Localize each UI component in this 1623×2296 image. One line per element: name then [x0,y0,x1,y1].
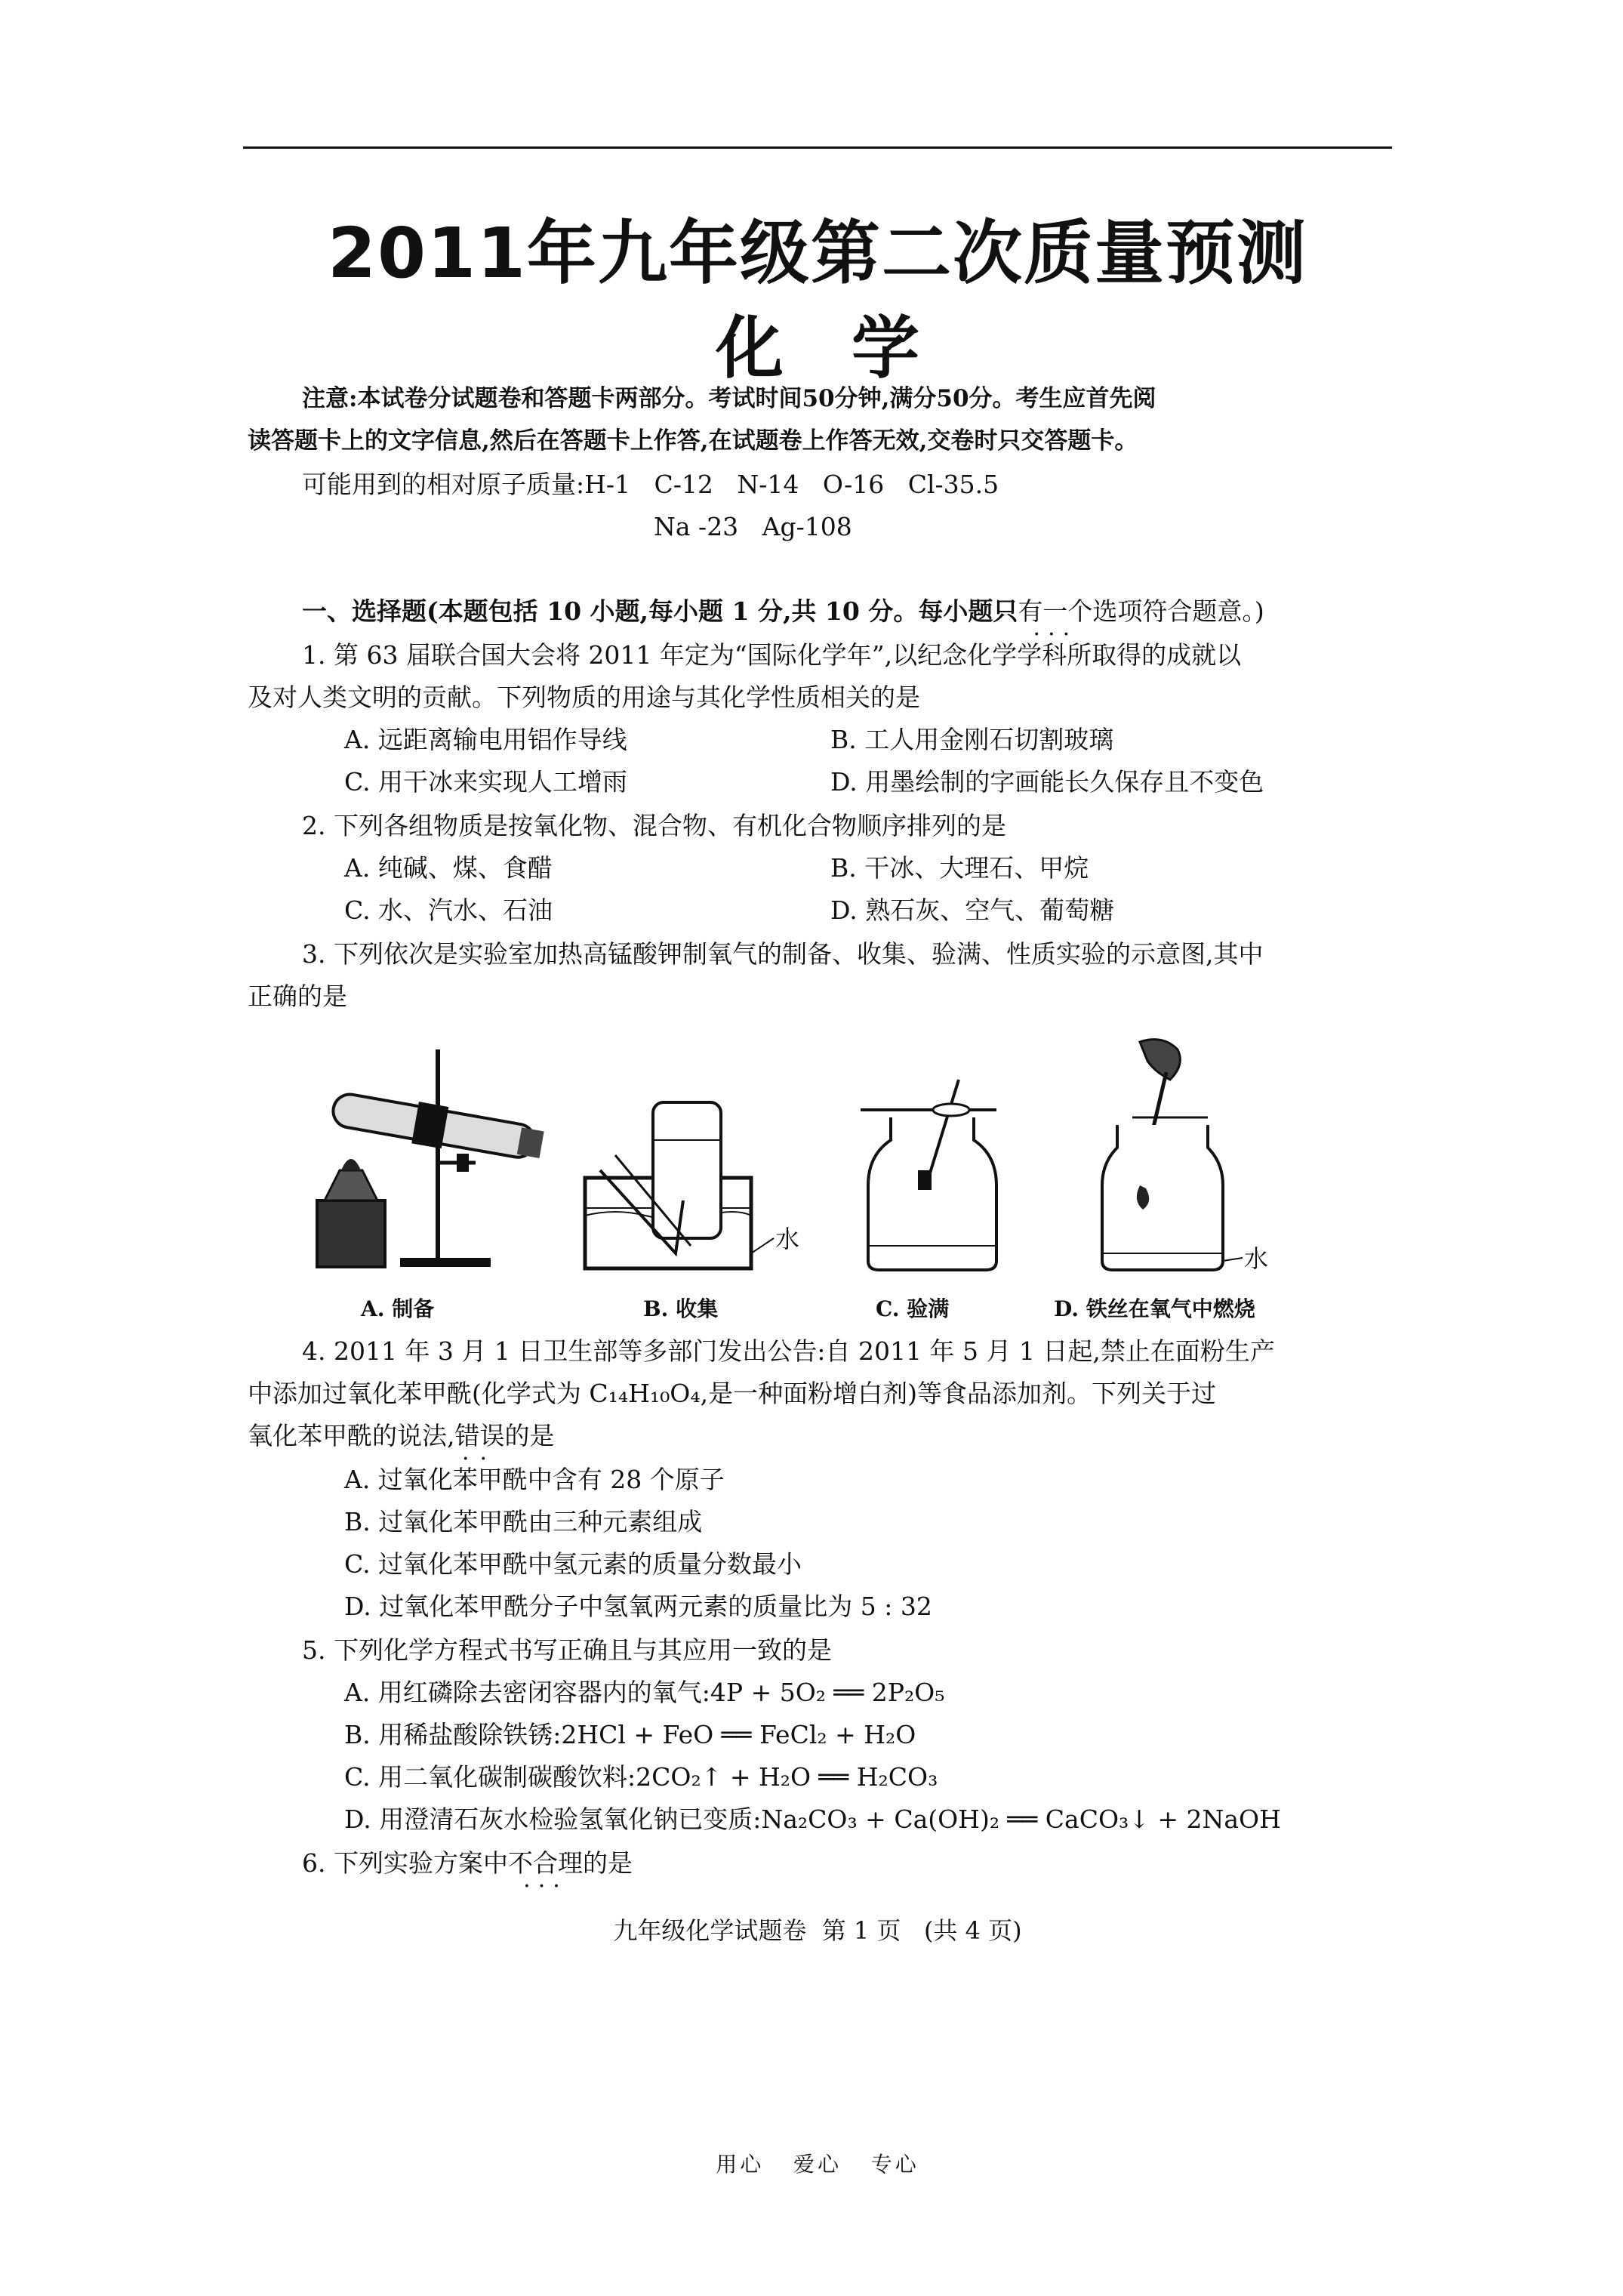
atomic-masses-line-2: Na -23 Ag-108 [654,512,852,541]
figure-b-caption: B. 收集 [643,1296,719,1321]
notice-line-1: 注意:本试卷分试题卷和答题卡两部分。考试时间50分钟,满分50分。考生应首先阅 [302,385,1156,412]
q6-stem-part-b: 的是 [582,1848,633,1878]
figure-a-heating-apparatus [302,1034,559,1284]
figure-d-caption: D. 铁丝在氧气中燃烧 [1054,1296,1255,1321]
q1-option-b: B. 工人用金刚石切割玻璃 [830,725,1114,754]
top-rule [243,146,1392,149]
q6-stem [302,1848,633,1878]
q5-option-a: A. 用红磷除去密闭容器内的氧气:4P + 5O₂ ══ 2P₂O₅ [344,1678,945,1707]
q4-stem-2: 中添加过氧化苯甲酰(化学式为 C₁₄H₁₀O₄,是一种面粉增白剂)等食品添加剂。下列关于过 [248,1379,1216,1408]
water-label-d: 水 [1244,1244,1269,1273]
q2-option-c: C. 水、汽水、石油 [344,895,553,925]
bottom-slogan: 用心 爱心 专心 [716,2152,919,2177]
figure-c-caption: C. 验满 [876,1296,950,1321]
q2-option-d: D. 熟石灰、空气、葡萄糖 [830,895,1115,925]
q1-option-a: A. 远距离输电用铝作导线 [344,725,627,754]
figure-d-iron-burning [1087,1034,1298,1284]
section-heading-part-b: 选项符合题意。) [1092,596,1264,626]
q1-option-d: D. 用墨绘制的字画能长久保存且不变色 [830,767,1264,797]
q2-option-a: A. 纯碱、煤、食醋 [344,853,553,883]
q3-stem-1: 3. 下列依次是实验室加热高锰酸钾制氧气的制备、收集、验满、性质实验的示意图,其中 [302,939,1264,969]
q4-stem-3-part-a: 氧化苯甲酰的说法, [248,1421,455,1450]
q4-option-d: D. 过氧化苯甲酰分子中氢氧两元素的质量比为 5 : 32 [344,1592,932,1621]
q4-option-a: A. 过氧化苯甲酰中含有 28 个原子 [344,1465,725,1494]
exam-title: 2011年九年级第二次质量预测 [327,213,1308,294]
figure-b-water-collection [570,1087,812,1284]
q5-option-c: C. 用二氧化碳制碳酸饮料:2CO₂↑ + H₂O ══ H₂CO₃ [344,1762,938,1792]
q5-stem: 5. 下列化学方程式书写正确且与其应用一致的是 [302,1635,832,1665]
q4-stem-3-emphasis: 错误 ·· [455,1421,505,1450]
q2-option-b: B. 干冰、大理石、甲烷 [830,853,1089,883]
q4-stem-1: 4. 2011 年 3 月 1 日卫生部等多部门发出公告:自 2011 年 5 月 1 日起,禁止在面粉生产 [302,1336,1275,1366]
q5-option-b: B. 用稀盐酸除铁锈:2HCl + FeO ══ FeCl₂ + H₂O [344,1720,916,1749]
q1-stem-2: 及对人类文明的贡献。下列物质的用途与其化学性质相关的是 [248,683,920,712]
notice-line-2: 读答题卡上的文字信息,然后在答题卡上作答,在试题卷上作答无效,交卷时只交答题卡。 [248,427,1138,455]
section-heading-part-a: 一、选择题(本题包括 10 小题,每小题 1 分,共 10 分。每小题只 [302,596,1018,626]
section-heading-emphasis: 有一个 ··· [1018,596,1092,626]
q4-stem-3 [248,1421,555,1451]
q5-option-d: D. 用澄清石灰水检验氢氧化钠已变质:Na₂CO₃ + Ca(OH)₂ ══ CaCO₃↓ + 2NaOH [344,1804,1281,1834]
atomic-masses-line-1: 可能用到的相对原子质量:H-1 C-12 N-14 O-16 Cl-35.5 [302,470,999,499]
figure-a-caption: A. 制备 [361,1296,435,1321]
q3-stem-2: 正确的是 [248,982,347,1011]
q4-stem-3-part-b: 的是 [504,1421,555,1450]
figure-c-full-check [845,1072,1027,1284]
q6-stem-emphasis: 不合理 ··· [508,1848,583,1878]
q1-option-c: C. 用干冰来实现人工增雨 [344,767,628,797]
subject-title: 化学 [716,309,987,388]
q1-stem-1: 1. 第 63 届联合国大会将 2011 年定为“国际化学年”,以纪念化学学科所取得的成就以 [302,640,1242,670]
q6-stem-part-a: 6. 下列实验方案中 [302,1848,508,1878]
q2-stem: 2. 下列各组物质是按氧化物、混合物、有机化合物顺序排列的是 [302,811,1006,840]
page-footer: 九年级化学试题卷 第 1 页 (共 4 页) [613,1916,1022,1945]
q4-option-c: C. 过氧化苯甲酰中氢元素的质量分数最小 [344,1549,802,1579]
q4-option-b: B. 过氧化苯甲酰由三种元素组成 [344,1507,703,1536]
water-label-b: 水 [775,1225,800,1253]
section-heading [302,596,1264,627]
